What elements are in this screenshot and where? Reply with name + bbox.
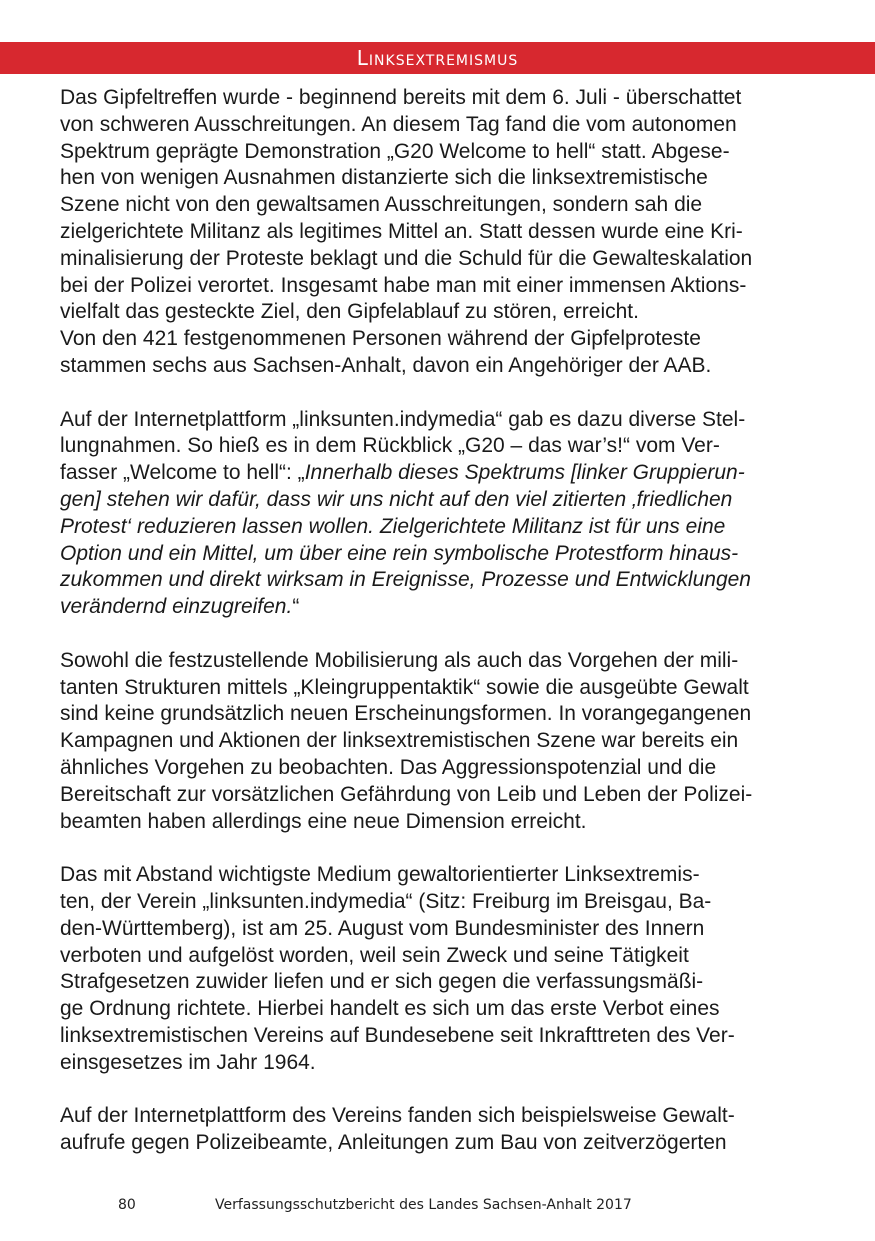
text-line: ten, der Verein „linksunten.indymedia“ (Sitz: Freiburg im Breisgau, Ba-: [60, 889, 712, 913]
text-line: Von den 421 festgenommenen Personen während der Gipfelproteste: [60, 327, 701, 351]
footer-title: Verfassungsschutzbericht des Landes Sachsen-Anhalt 2017: [215, 1197, 632, 1213]
paragraph-3: [60, 648, 820, 836]
section-title: Linksextremismus: [356, 46, 519, 70]
quote-intro: fasser „Welcome to hell“: „: [60, 461, 305, 485]
text-line: minalisierung der Proteste beklagt und die Schuld für die Gewalteskalation: [60, 246, 753, 270]
text-line-mixed: [60, 460, 820, 487]
page-number: 80: [118, 1197, 136, 1213]
text-line: Sowohl die festzustellende Mobilisierung als auch das Vorgehen der mili-: [60, 648, 739, 672]
text-line: stammen sechs aus Sachsen-Anhalt, davon ein Angehöriger der AAB.: [60, 353, 712, 377]
text-line: aufrufe gegen Polizeibeamte, Anleitungen zum Bau von zeitverzögerten: [60, 1131, 727, 1155]
text-line: Strafgesetzen zuwider liefen und er sich gegen die verfassungsmäßi-: [60, 970, 704, 994]
text-line: bei der Polizei verortet. Insgesamt habe man mit einer immensen Aktions-: [60, 273, 747, 297]
text-line-mixed: [60, 594, 820, 621]
section-header-bar: [0, 42, 875, 74]
text-line: Auf der Internetplattform „linksunten.indymedia“ gab es dazu diverse Stel-: [60, 407, 746, 431]
text-line: tanten Strukturen mittels „Kleingruppentaktik“ sowie die ausgeübte Gewalt: [60, 675, 749, 699]
text-line: einsgesetzes im Jahr 1964.: [60, 1050, 316, 1074]
quote-line: Option und ein Mittel, um über eine rein symbolische Protestform hinaus-: [60, 541, 739, 565]
quote-line: gen] stehen wir dafür, dass wir uns nicht auf den viel zitierten ‚friedlichen: [60, 487, 733, 511]
text-line: linksextremistischen Vereins auf Bundesebene seit Inkrafttreten des Ver-: [60, 1023, 735, 1047]
quote-line: zukommen und direkt wirksam in Ereignisse, Prozesse und Entwicklungen: [60, 568, 751, 592]
text-line: hen von wenigen Ausnahmen distanzierte sich die linksextremistische: [60, 166, 708, 190]
text-line: Das Gipfeltreffen wurde - beginnend bereits mit dem 6. Juli - überschattet: [60, 86, 742, 109]
text-line: sind keine grundsätzlich neuen Erscheinungsformen. In vorangegangenen: [60, 702, 752, 726]
text-line: Das mit Abstand wichtigste Medium gewaltorientierter Linksextremis-: [60, 863, 700, 887]
text-line: ähnliches Vorgehen zu beobachten. Das Aggressionspotenzial und die: [60, 755, 717, 779]
text-line: zielgerichtete Militanz als legitimes Mittel an. Statt dessen wurde eine Kri-: [60, 219, 743, 243]
text-line: Kampagnen und Aktionen der linksextremistischen Szene war bereits ein: [60, 729, 739, 753]
text-line: lungnahmen. So hieß es in dem Rückblick „G20 – das war’s!“ vom Ver-: [60, 434, 720, 458]
text-line: beamten haben allerdings eine neue Dimension erreicht.: [60, 809, 587, 833]
paragraph-1: [60, 85, 820, 380]
paragraph-4: [60, 862, 820, 1076]
text-line: ge Ordnung richtete. Hierbei handelt es sich um das erste Verbot eines: [60, 997, 720, 1021]
text-line: verboten und aufgelöst worden, weil sein Zweck und seine Tätigkeit: [60, 943, 689, 967]
quote-line: Protest‘ reduzieren lassen wollen. Zielgerichtete Militanz ist für uns eine: [60, 514, 726, 538]
text-line: Auf der Internetplattform des Vereins fanden sich beispielsweise Gewalt-: [60, 1104, 735, 1128]
quote-text: Innerhalb dieses Spektrums [linker Gruppierun-: [304, 461, 745, 485]
paragraph-5: [60, 1103, 820, 1157]
quote-text: verändernd einzugreifen.: [60, 595, 293, 619]
text-line: Szene nicht von den gewaltsamen Ausschreitungen, sondern sah die: [60, 193, 703, 217]
quote-close: “: [292, 595, 300, 619]
page-content: [60, 85, 820, 1184]
text-line: Spektrum geprägte Demonstration „G20 Welcome to hell“ statt. Abgese-: [60, 139, 730, 163]
text-line: den-Württemberg), ist am 25. August vom Bundesminister des Innern: [60, 916, 705, 940]
text-line: vielfalt das gesteckte Ziel, den Gipfelablauf zu stören, erreicht.: [60, 300, 639, 324]
text-line: Bereitschaft zur vorsätzlichen Gefährdung von Leib und Leben der Polizei-: [60, 782, 753, 806]
paragraph-2-quote: [60, 407, 820, 621]
text-line: von schweren Ausschreitungen. An diesem Tag fand die vom autonomen: [60, 112, 737, 136]
